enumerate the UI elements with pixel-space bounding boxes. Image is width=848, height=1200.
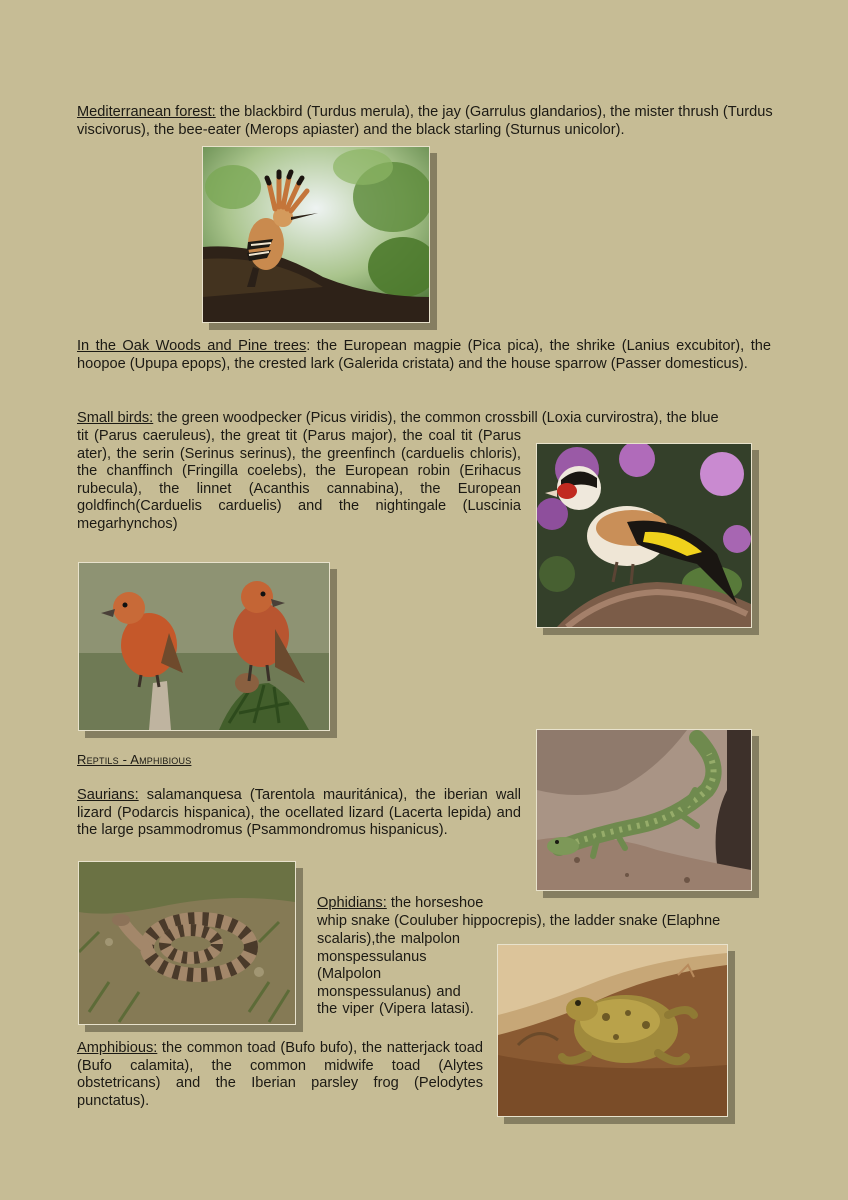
lizard-photo — [536, 729, 752, 891]
paragraph-saurians — [77, 787, 521, 840]
heading-oak-woods: In the Oak Woods and Pine trees — [77, 338, 307, 354]
paragraph-amphibious — [77, 1040, 483, 1110]
text-ophidians-line2: whip snake (Couluber hippocrepis), the ladder snake (Elaphne — [317, 913, 721, 929]
heading-reptiles: Reptils - Amphibious — [77, 752, 192, 767]
paragraph-small-birds-line1 — [77, 410, 777, 428]
heading-ophidians: Ophidians: — [317, 895, 387, 911]
paragraph-oak-woods — [77, 338, 771, 373]
text-mediterranean-forest: the blackbird (Turdus merula), the jay (Garrulus glandarios), the mister thrush (Turdus viscivorus), the bee-eater (Merops apiaster) and the black starling (Sturnus unicolor). — [77, 104, 773, 138]
heading-saurians: Saurians: — [77, 787, 139, 803]
text-small-birds-line1: the green woodpecker (Picus viridis), the common crossbill (Loxia curvirostra), the blue — [153, 410, 719, 426]
heading-small-birds: Small birds: — [77, 410, 154, 426]
paragraph-small-birds-rest: tit (Parus caeruleus), the great tit (Parus major), the coal tit (Parus ater), the serin (Serinus serinus), the greenfinch (carduelis chloris), the chanffinch (Fringilla coelebs), the European robin (Erihacus rubecula), the linnet (Acanthis cannabina), the European goldfinch(Carduelis carduelis) and the nightingale (Luscinia megarhynchos) — [77, 428, 521, 532]
section-heading-reptiles — [77, 751, 191, 770]
text-ophidians-line1: the horseshoe — [386, 895, 484, 911]
heading-amphibious: Amphibious: — [77, 1040, 158, 1056]
text-ophidians-rest: scalaris),the malpolon monspessulanus (Malpolon monspessulanus) and the viper (Vipera latasi). — [317, 931, 474, 1018]
goldfinch-photo — [536, 443, 752, 628]
heading-mediterranean-forest: Mediterranean forest: — [77, 104, 216, 120]
hoopoe-photo — [202, 146, 430, 323]
text-oak-woods: : the European magpie (Pica pica), the shrike (Lanius excubitor), the hoopoe (Upupa epops), the crested lark (Galerida cristata) and the house sparrow (Passer domesticus). — [77, 338, 771, 372]
snake-photo — [78, 861, 296, 1025]
paragraph-ophidians-line1 — [317, 895, 517, 913]
paragraph-mediterranean-forest — [77, 104, 773, 139]
toad-photo — [497, 944, 728, 1117]
text-amphibious: the common toad (Bufo bufo), the natterjack toad (Bufo calamita), the common midwife toad (Alytes obstetricans) and the Iberian parsley frog (Pelodytes punctatus). — [77, 1040, 483, 1109]
crossbill-photo — [78, 562, 330, 731]
text-saurians: salamanquesa (Tarentola mauritánica), the iberian wall lizard (Podarcis hispanica), the ocellated lizard (Lacerta lepida) and the large psammodromus (Psammondromus hispanicus). — [77, 787, 521, 839]
